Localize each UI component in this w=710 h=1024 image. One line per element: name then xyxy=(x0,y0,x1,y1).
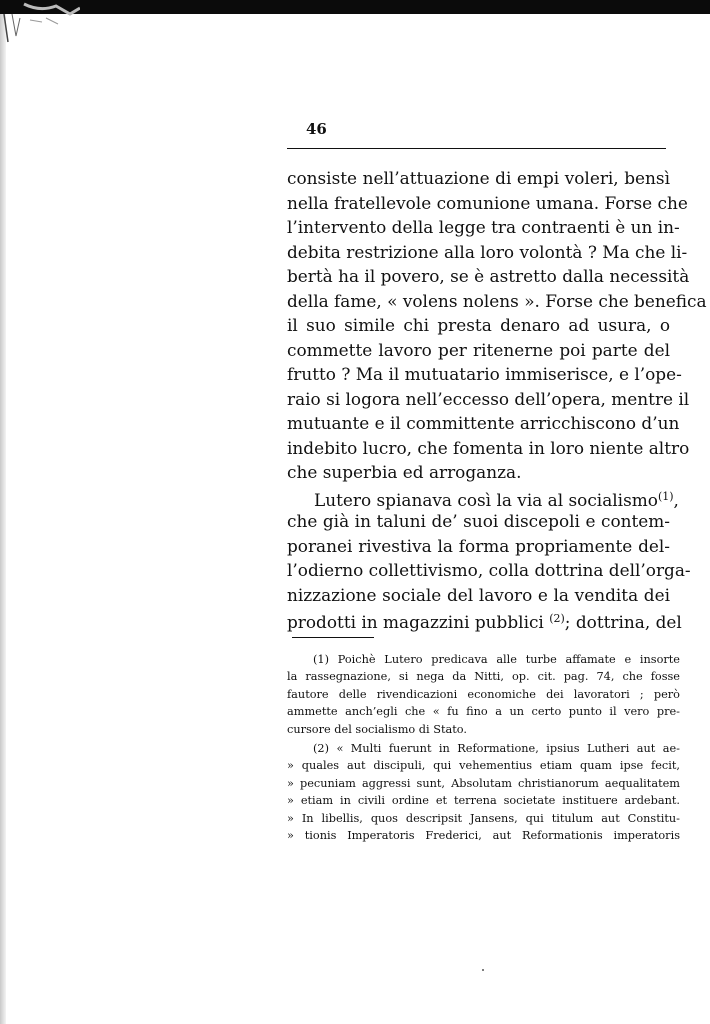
text-line: della fame, « volens nolens ». Forse che benefica xyxy=(287,290,707,311)
text-line: Lutero spianava così la via al socialismo$^{(1)}$, xyxy=(314,489,679,510)
text-line: indebito lucro, che fomenta in loro niente altro xyxy=(287,437,690,458)
text-line: commette lavoro per ritenerne poi parte del xyxy=(287,339,670,360)
footnote-line: la rassegnazione, si nega da Nitti, op. cit. pag. 74, che fosse xyxy=(287,670,680,684)
footnote-line: ammette anch’egli che « fu fino a un certo punto il vero pre- xyxy=(287,705,680,719)
scan-corner-artifact xyxy=(0,0,80,48)
footnote-line: » quales aut discipuli, qui vehementius etiam quam ipse fecit, xyxy=(287,759,680,773)
footnote-line: fautore delle rivendicazioni economiche dei lavoratori ; però xyxy=(287,687,680,701)
text-line: che già in taluni de’ suoi discepoli e contem- xyxy=(287,511,670,531)
text-line: consiste nell’attuazione di empi voleri, bensì xyxy=(287,168,670,188)
page-left-edge xyxy=(0,14,6,1024)
body-text xyxy=(287,166,707,632)
footnote-ref: (2) xyxy=(549,612,565,625)
footnote-rule xyxy=(292,637,374,638)
text-line: bertà ha il povero, se è astretto dalla necessità xyxy=(287,266,690,286)
footnote-line: » etiam in civili ordine et terrena societate instituere ardebant. xyxy=(287,794,680,808)
text-line: l’intervento della legge tra contraenti è un in- xyxy=(287,217,680,237)
scan-speck xyxy=(482,969,484,971)
footnote-line: » In libellis, quos descripsit Jansens, qui titulum aut Constitu- xyxy=(287,811,680,825)
text-line: debita restrizione alla loro volontà ? Ma che li- xyxy=(287,241,688,262)
header-rule xyxy=(287,148,666,149)
footnotes xyxy=(287,651,680,844)
footnote-line: (2) « Multi fuerunt in Reformatione, ipsius Lutheri aut ae- xyxy=(313,741,680,755)
page-number: 46 xyxy=(306,120,327,138)
footnote-line: » pecuniam aggressi sunt, Absolutam christianorum aequalitatem xyxy=(287,776,680,790)
text-line: l’odierno collettivismo, colla dottrina dell’orga- xyxy=(287,560,691,580)
text-line: il suo simile chi presta denaro ad usura, o xyxy=(287,315,670,335)
footnote-line: cursore del socialismo di Stato. xyxy=(287,722,467,736)
text-line: che superbia ed arroganza. xyxy=(287,462,522,482)
text-line: nizzazione sociale del lavoro e la vendita dei xyxy=(287,584,670,605)
text-line: nella fratellevole comunione umana. Forse che xyxy=(287,192,688,213)
text-line: mutuante e il committente arricchiscono d’un xyxy=(287,413,680,433)
footnote-line: (1) Poichè Lutero predicava alle turbe affamate e insorte xyxy=(313,653,680,666)
footnote-ref: (1) xyxy=(657,489,674,503)
text-line: frutto ? Ma il mutuatario immiserisce, e l’ope- xyxy=(287,364,682,384)
footnote-line: » tionis Imperatoris Frederici, aut Reformationis imperatoris xyxy=(287,828,680,842)
text-line: raio si logora nell’eccesso dell’opera, mentre il xyxy=(287,388,690,409)
text-line: poranei rivestiva la forma propriamente del- xyxy=(287,535,670,556)
scan-top-border xyxy=(0,0,710,14)
text-line: prodotti in magazzini pubblici $^{(2)}$; dottrina, del xyxy=(287,612,682,632)
